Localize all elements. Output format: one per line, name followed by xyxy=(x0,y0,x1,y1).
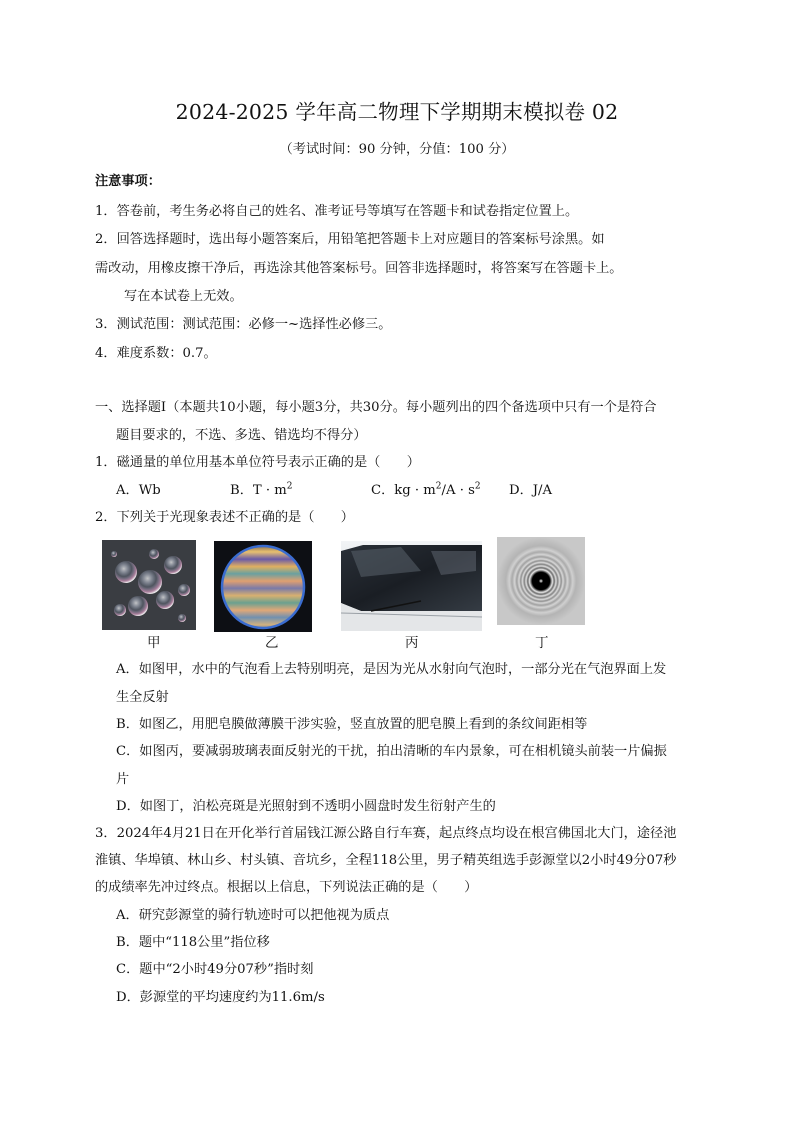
figure-bubbles xyxy=(102,540,196,630)
note-2-line-1: 2．回答选择题时，选出每小题答案后，用铅笔把答题卡上对应题目的答案标号涂黑。如 xyxy=(95,232,605,247)
notes-heading: 注意事项： xyxy=(95,174,161,189)
q2-option-c-line-1: C．如图丙，要减弱玻璃表面反射光的干扰，拍出清晰的车内景象，可在相机镜头前装一片偏振 xyxy=(116,744,667,759)
q2-option-a-line-2: 生全反射 xyxy=(116,690,169,705)
figure-caption-yi: 乙 xyxy=(265,635,279,651)
figure-caption-bing: 丙 xyxy=(405,635,419,651)
q1-option-d: D．J/A xyxy=(509,483,553,498)
exam-info: （考试时间：90 分钟，分值：100 分） xyxy=(279,142,515,157)
figure-soap-film xyxy=(214,541,312,632)
soap-film-fringes xyxy=(214,541,312,632)
q3-option-d: D．彭源堂的平均速度约为11.6m/s xyxy=(116,990,325,1005)
figure-car-windshield xyxy=(341,541,482,631)
note-1: 1．答卷前，考生务必将自己的姓名、准考证号等填写在答题卡和试卷指定位置上。 xyxy=(95,204,579,219)
question-2-stem: 2．下列关于光现象表述不正确的是（ ） xyxy=(95,510,354,525)
q2-option-a-line-1: A．如图甲，水中的气泡看上去特别明亮，是因为光从水射向气泡时，一部分光在气泡界面上发 xyxy=(116,662,667,677)
question-1-stem: 1．磁通量的单位用基本单位符号表示正确的是（ ） xyxy=(95,455,420,470)
question-3-line-1: 3．2024年4月21日在开化举行首届钱江源公路自行车赛，起点终点均设在根宫佛国北大门，途径池 xyxy=(95,826,677,841)
poisson-spot-pattern xyxy=(497,537,585,625)
q2-option-d: D．如图丁，泊松亮斑是光照射到不透明小圆盘时发生衍射产生的 xyxy=(116,799,496,814)
figure-caption-jia: 甲 xyxy=(147,635,161,651)
q3-option-b: B．题中“118公里”指位移 xyxy=(116,935,270,950)
question-3-line-2: 淮镇、华埠镇、林山乡、村头镇、音坑乡，全程118公里，男子精英组选手彭源堂以2小时49分07秒 xyxy=(95,853,677,868)
question-3-line-3: 的成绩率先冲过终点。根据以上信息，下列说法正确的是（ ） xyxy=(95,880,478,895)
figure-poisson-spot xyxy=(497,537,585,625)
section-1-heading-line-2: 题目要求的，不选、多选、错选均不得分） xyxy=(116,428,367,443)
page-title: 2024-2025 学年高二物理下学期期末模拟卷 02 xyxy=(175,100,619,124)
q1-option-c: C．kg · $m^2/A \cdot s^2$ xyxy=(371,481,481,498)
q2-option-b: B．如图乙，用肥皂膜做薄膜干涉实验，竖直放置的肥皂膜上看到的条纹间距相等 xyxy=(116,717,588,732)
q2-option-c-line-2: 片 xyxy=(116,772,130,787)
bubbles-illustration xyxy=(102,540,196,630)
q3-option-c: C．题中“2小时49分07秒”指时刻 xyxy=(116,962,314,977)
q3-option-a: A．研究彭源堂的骑行轨迹时可以把他视为质点 xyxy=(116,908,390,923)
car-windshield-illustration xyxy=(341,541,482,631)
q1-option-b: B．$T \cdot m^2$ xyxy=(230,481,293,498)
note-4: 4．难度系数：0.7。 xyxy=(95,346,217,361)
note-2-line-3: 写在本试卷上无效。 xyxy=(124,289,243,304)
figure-caption-ding: 丁 xyxy=(535,635,549,651)
section-1-heading-line-1: 一、选择题Ⅰ（本题共10小题，每小题3分，共30分。每小题列出的四个备选项中只有一个是符合 xyxy=(95,400,657,415)
note-2-line-2: 需改动，用橡皮擦干净后，再选涂其他答案标号。回答非选择题时，将答案写在答题卡上。 xyxy=(95,261,623,276)
q1-option-a: A．Wb xyxy=(116,483,161,498)
note-3: 3．测试范围：测试范围：必修一~选择性必修三。 xyxy=(95,317,392,332)
